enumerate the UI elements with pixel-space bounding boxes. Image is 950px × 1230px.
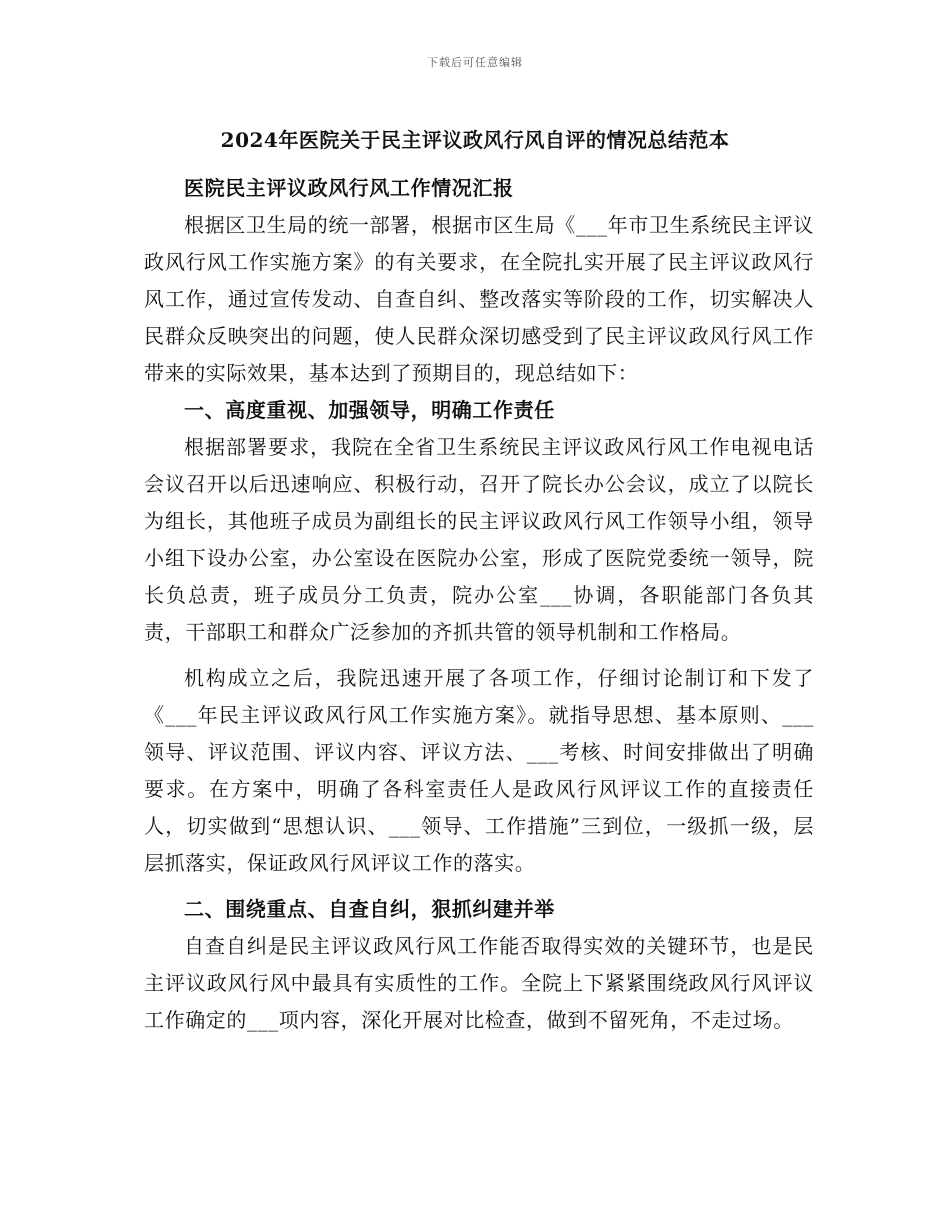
intro-paragraph: 根据区卫生局的统一部署，根据市区生局《___年市卫生系统民主评议政风行风工作实施方案》的有关要求，在全院扎实开展了民主评议政风行风工作，通过宣传发动、自查自纠、整改落实等阶段的工作，切实解决人民群众反映突出的问题，使人民群众深切感受到了民主评议政风行风工作带来的实际效果，基本达到了预期目的，现总结如下： bbox=[144, 213, 814, 385]
section-1-paragraph-2: 机构成立之后，我院迅速开展了各项工作，仔细讨论制订和下发了《___年民主评议政风行风工作实施方案》。就指导思想、基本原则、___领导、评议范围、评议内容、评议方法、___考核、时间安排做出了明确要求。在方案中，明确了各科室责任人是政风行风评议工作的直接责任人，切实做到“思想认识、___领导、工作措施”三到位，一级抓一级，层层抓落实，保证政风行风评议工作的落实。 bbox=[144, 666, 814, 875]
report-subtitle: 医院民主评议政风行风工作情况汇报 bbox=[184, 176, 514, 200]
section-heading-1: 一、高度重视、加强领导，明确工作责任 bbox=[184, 398, 555, 422]
section-1-paragraph-1: 根据部署要求，我院在全省卫生系统民主评议政风行风工作电视电话会议召开以后迅速响应、积极行动，召开了院长办公会议，成立了以院长为组长，其他班子成员为副组长的民主评议政风行风工作领导小组，领导小组下设办公室，办公室设在医院办公室，形成了医院党委统一领导，院长负总责，班子成员分工负责，院办公室___协调，各职能部门各负其责，干部职工和群众广泛参加的齐抓共管的领导机制和工作格局。 bbox=[144, 435, 814, 644]
document-title: 2024年医院关于民主评议政风行风自评的情况总结范本 bbox=[220, 128, 730, 152]
section-2-paragraph-1: 自查自纠是民主评议政风行风工作能否取得实效的关键环节，也是民主评议政风行风中最具有实质性的工作。全院上下紧紧围绕政风行风评议工作确定的___项内容，深化开展对比检查，做到不留死角，不走过场。 bbox=[144, 934, 814, 1032]
document-body bbox=[144, 170, 814, 1039]
header-note: 下载后可任意编辑 bbox=[427, 56, 523, 69]
section-heading-2: 二、围绕重点、自查自纠，狠抓纠建并举 bbox=[184, 897, 555, 921]
